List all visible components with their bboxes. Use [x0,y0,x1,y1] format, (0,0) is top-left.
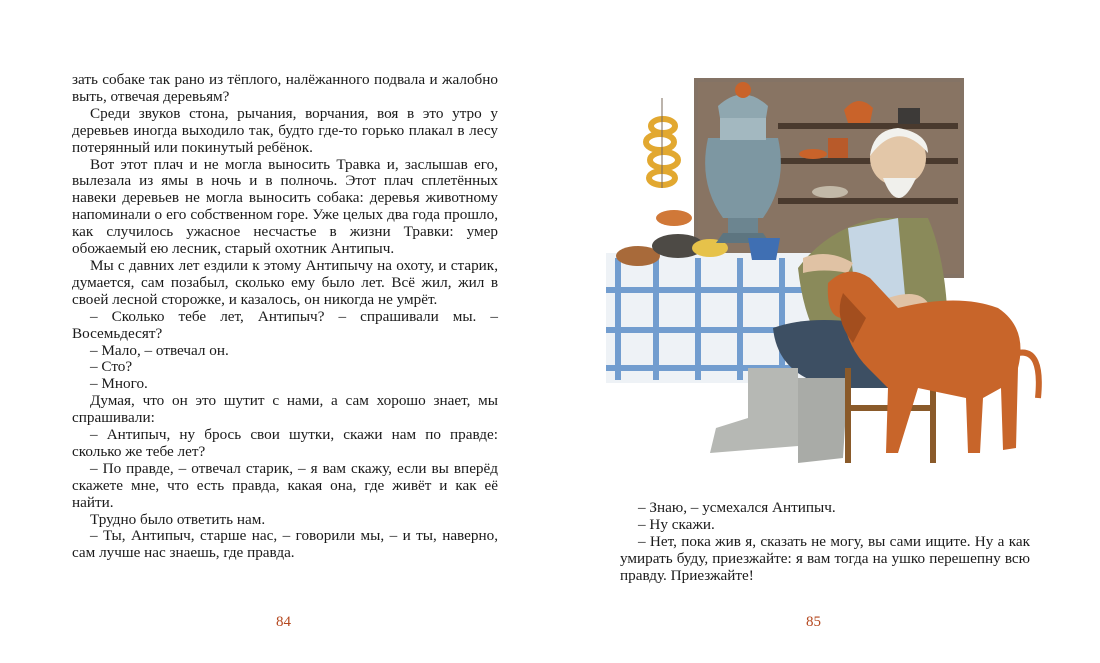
left-page-paragraph: – Ты, Антипыч, старше нас, – говорили мы, – и ты, наверно, сам лучше нас знаешь, где правда. [72,527,498,562]
left-page-text [72,72,498,562]
page-number-left: 84 [276,614,291,630]
cup-icon [748,238,780,260]
page-number-right: 85 [806,614,821,630]
left-page-paragraph: Мы с давних лет ездили к этому Антипычу на охоту, и старик, думается, сам позабыл, сколько ему было лет. Всё жил, жил в своей лесной сторожке, и казалось, он никогда не умрёт. [72,256,498,308]
right-boot [798,378,848,463]
left-page-paragraph: Вот этот плач и не могла выносить Травка и, заслышав его, вылезала из ямы в ночь и в полночь. Этот плач сплетённых навеки деревьев не могла выносить собака: деревья животному напоминали о его собственном горе. Уже целых два года прошло, как случилось ужасное несчастье в жизни Травки: умер обожаемый ею лесник, старый охотник Антипыч. [72,155,498,258]
left-page-paragraph: – Сколько тебе лет, Антипыч? – спрашивали мы. – Восемьдесят? [72,307,498,342]
left-page-paragraph: Трудно было ответить нам. [90,510,266,528]
left-page-paragraph: – По правде, – отвечал старик, – я вам скажу, если вы вперёд скажете мне, что есть правда, какая она, где живёт и как её найти. [72,459,498,511]
right-page-paragraph: – Знаю, – усмехался Антипыч. [638,499,836,516]
right-page-paragraph: – Нет, пока жив я, сказать не могу, вы сами ищите. Ну а как умирать буду, приезжайте: я вам тогда на ушко перешепну всю правду. Приезжайте! [620,532,1030,584]
left-page-paragraph: зать собаке так рано из тёплого, налёжанного подвала и жалобно выть, отвечая деревьям? [72,71,498,105]
left-page-paragraph: – Сто? [90,358,133,376]
left-page-paragraph: Думая, что он это шутит с нами, а сам хорошо знает, мы спрашивали: [72,392,498,427]
right-page-text [620,500,1030,585]
old-man-with-dog-illustration [598,68,1044,473]
right-page-paragraph: – Ну скажи. [638,515,715,533]
left-page-paragraph: – Мало, – отвечал он. [90,341,229,359]
left-page-paragraph: Среди звуков стона, рычания, ворчания, воя в это утро у деревьев иногда выходило так, будто где-то горько плакал в лесу потерянный или покинутый ребёнок. [72,104,498,156]
left-page-paragraph: – Много. [90,375,148,393]
left-page-paragraph: – Антипыч, ну брось свои шутки, скажи нам по правде: сколько же тебе лет? [72,426,498,460]
